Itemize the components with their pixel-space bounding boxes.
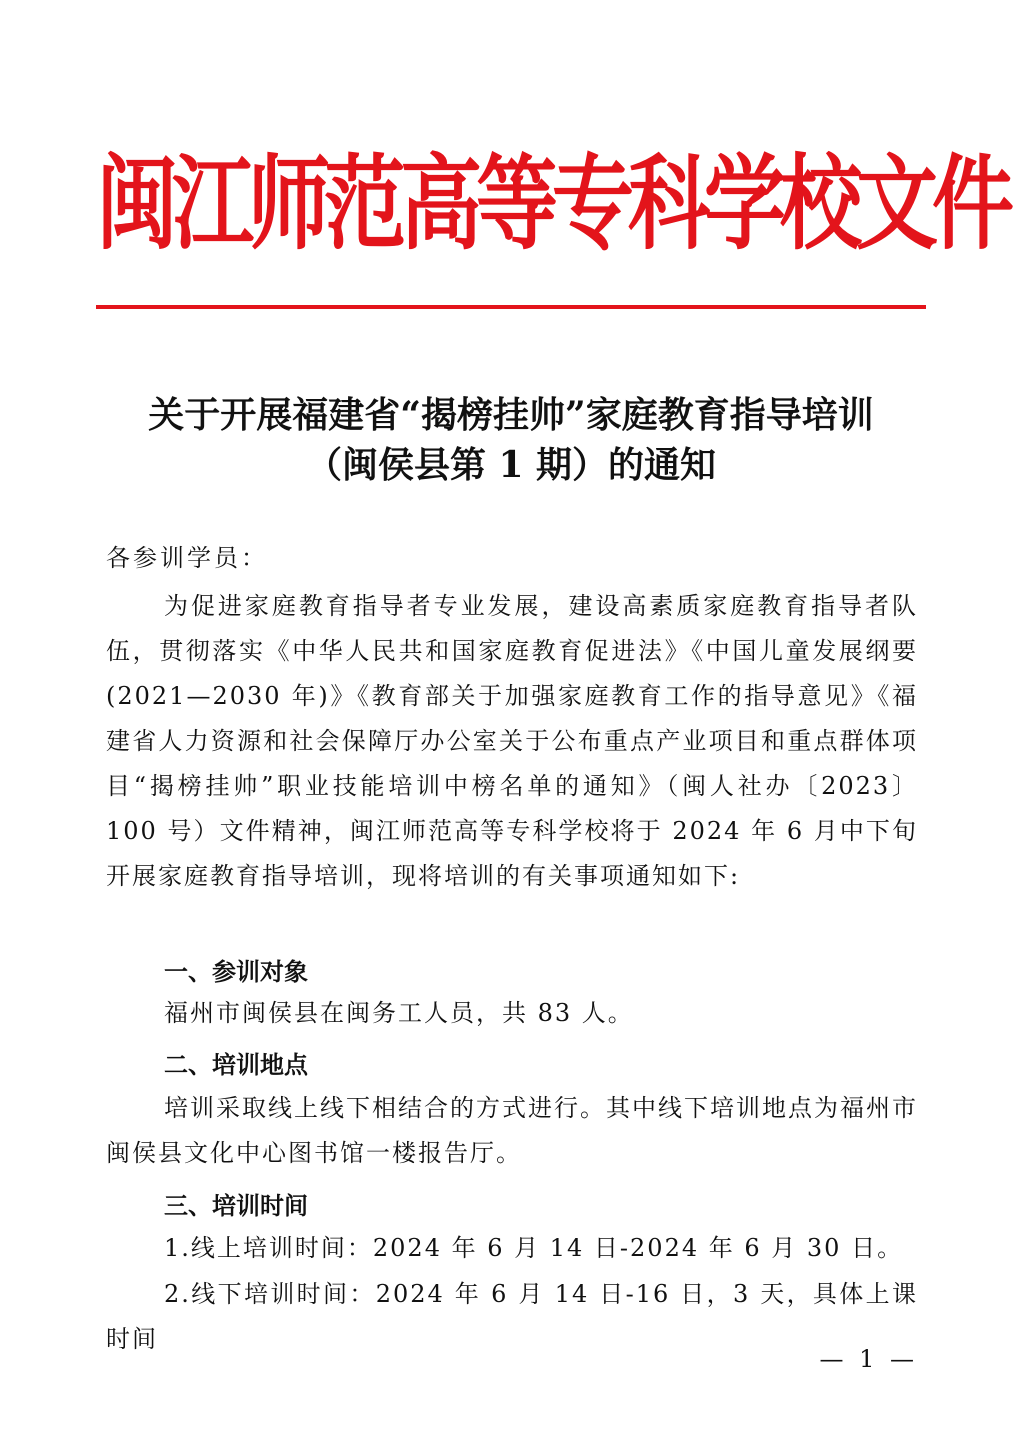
document-title-line-1: 关于开展福建省“揭榜挂帅”家庭教育指导培训 — [148, 394, 874, 436]
letterhead-title: 闽江师范高等专科学校文件 — [96, 145, 1009, 264]
section-heading-location: 二、培训地点 — [164, 1051, 308, 1079]
intro-paragraph: 为促进家庭教育指导者专业发展，建设高素质家庭教育指导者队伍，贯彻落实《中华人民共和国家庭教育促进法》《中国儿童发展纲要(2021—2030 年)》《教育部关于加强家庭教育工作的指导意见》《福建省人力资源和社会保障厅办公室关于公布重点产业项目和重点群体项目“揭榜挂帅”职业技能培训中榜名单的通知》（闽人社办〔2023〕100 号）文件精神，闽江师范高等专科学校将于 2024 年 6 月中下旬开展家庭教育指导培训，现将培训的有关事项通知如下: — [106, 592, 918, 890]
section-paragraph-participants: 福州市闽侯县在闽务工人员，共 83 人。 — [164, 999, 634, 1027]
section-heading-time: 三、培训时间 — [164, 1192, 308, 1220]
letterhead-red-rule — [96, 305, 926, 309]
page-number: — 1 — — [819, 1345, 918, 1373]
salutation: 各参训学员： — [106, 544, 268, 572]
section-paragraph-online-time: 1.线上培训时间：2024 年 6 月 14 日-2024 年 6 月 30 日。 — [164, 1234, 904, 1262]
section-heading-participants: 一、参训对象 — [164, 958, 308, 986]
document-title-line-2: （闽侯县第 1 期）的通知 — [305, 444, 717, 486]
section-paragraph-location: 培训采取线上线下相结合的方式进行。其中线下培训地点为福州市闽侯县文化中心图书馆一楼报告厅。 — [106, 1094, 918, 1167]
section-paragraph-offline-time: 2.线下培训时间：2024 年 6 月 14 日-16 日，3 天，具体上课时间 — [106, 1280, 918, 1353]
